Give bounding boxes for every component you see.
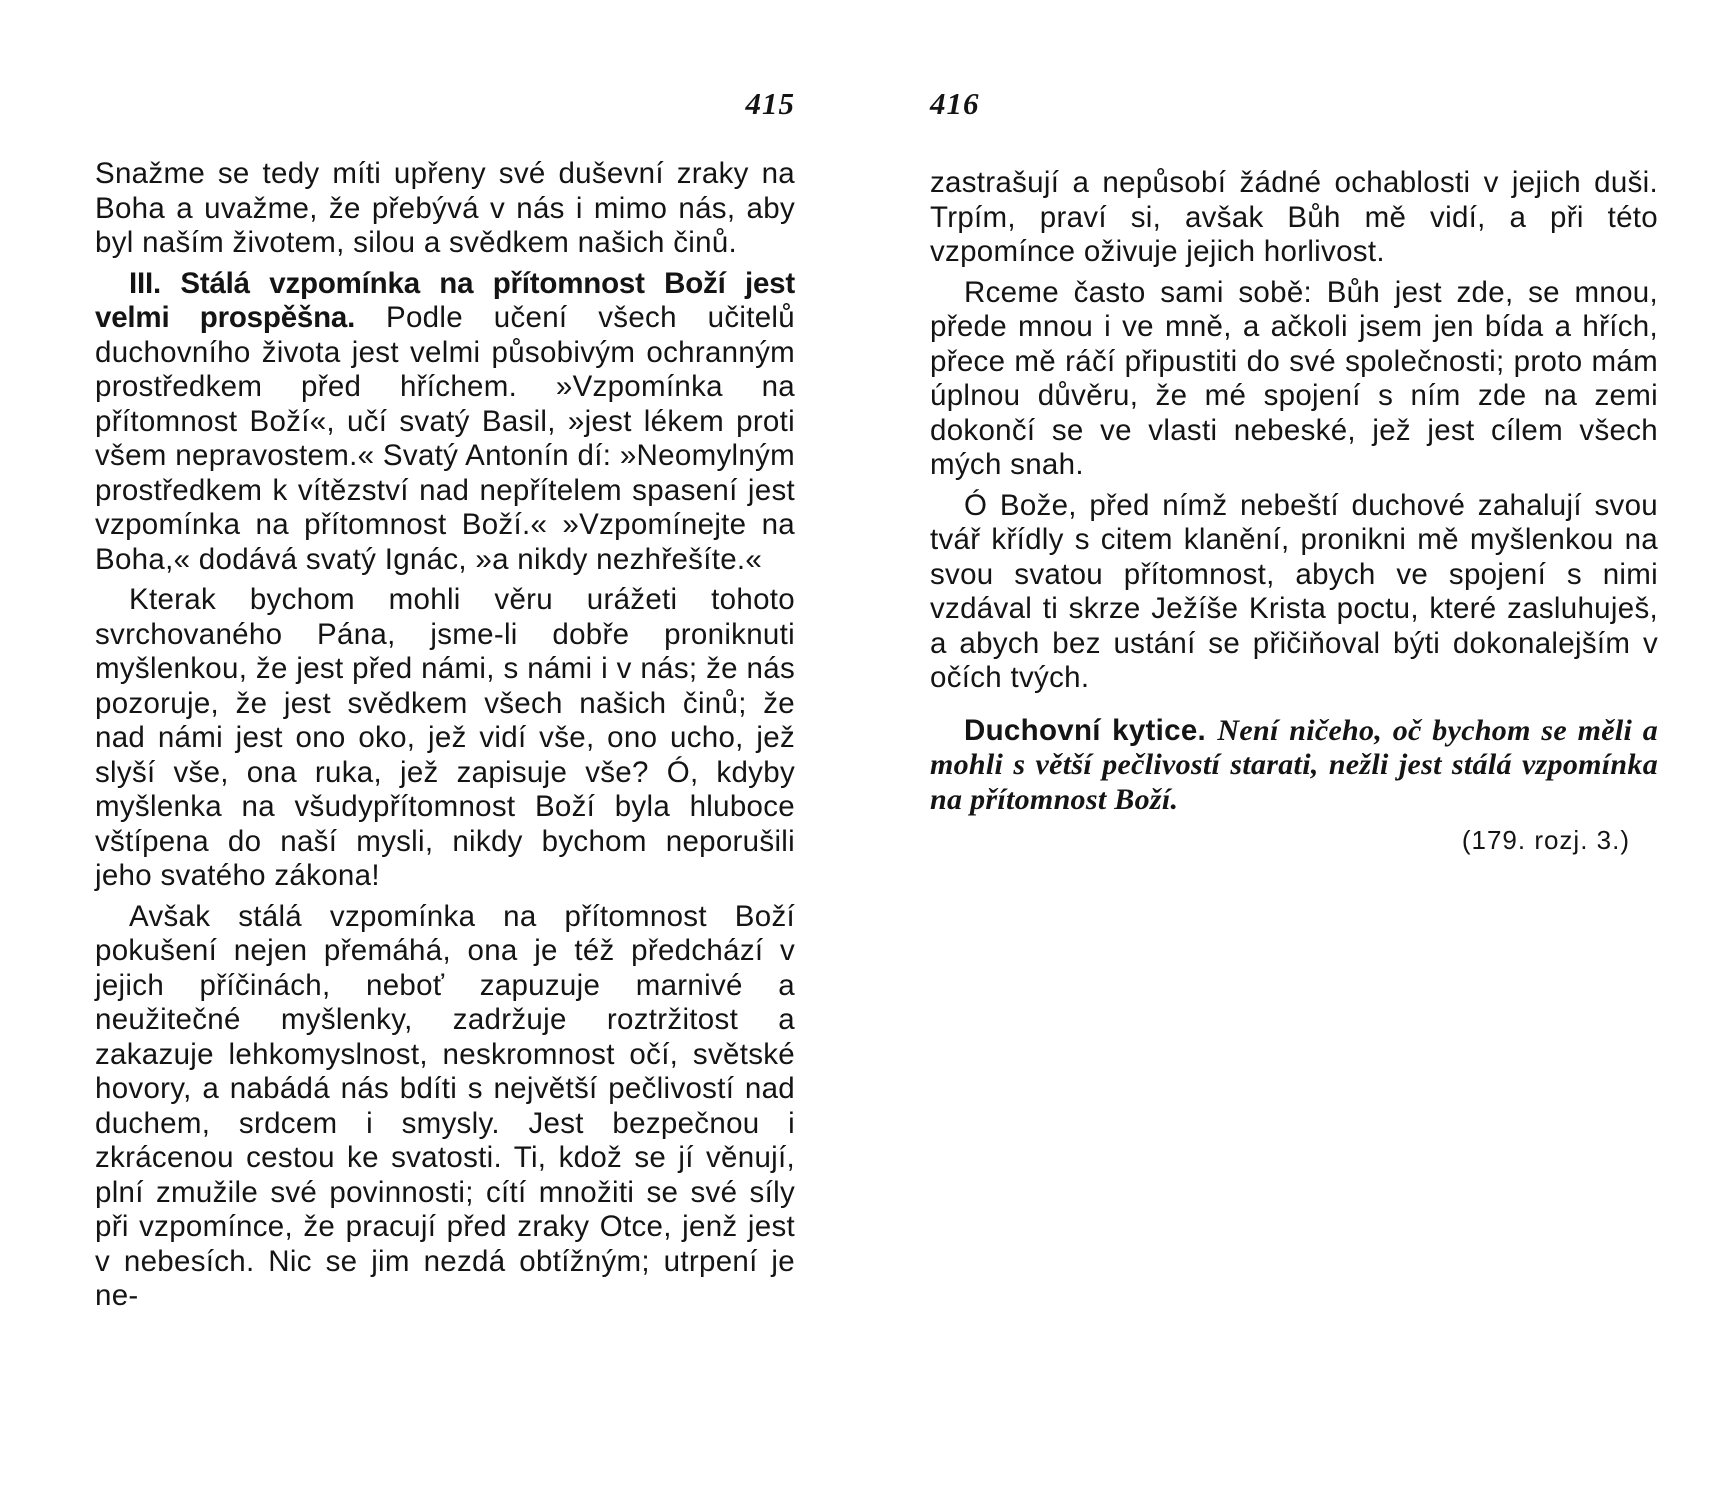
paragraph: Snažme se tedy míti upřeny své duševní zraky na Boha a uvažme, že přebývá v nás i mimo nás, aby byl naším životem, silou a svědkem našich činů. (95, 157, 795, 259)
paragraph-with-heading (95, 267, 795, 578)
page-number-right: 416 (930, 86, 980, 121)
paragraph: Kterak bychom mohli věru urážeti tohoto svrchovaného Pána, jsme-li dobře proniknuti myšlenkou, že jest před námi, s námi i v nás; že nás pozoruje, že jest svědkem všech našich činů; že nad námi jest ono oko, jež vidí vše, ono ucho, jež slyší vše, ona ruka, jež zapisuje vše? Ó, kdyby myšlenka na všudypřítomnost Boží byla hluboce vštípena do naší mysli, nikdy bychom neporušili jeho svatého zákona! (95, 583, 795, 892)
paragraph: Ó Bože, před nímž nebeští duchové zahalují svou tvář křídly s citem klanění, pronikni mě myšlenkou na svou svatou přítomnost, abych ve spojení s nimi vzdával ti skrze Ježíše Krista poctu, které zasluhuješ, a abych bez ustání se přičiňoval býti dokonalejším v očích tvých. (930, 488, 1658, 694)
paragraph: Rceme často sami sobě: Bůh jest zde, se mnou, přede mnou i ve mně, a ačkoli jsem jen bída a hřích, přece mě ráčí připustiti do své společnosti; proto mám úplnou důvěru, že mé spojení s ním zde na zemi dokončí se ve vlasti nebeské, jež jest cílem všech mých snah. (930, 275, 1658, 481)
paragraph-text: Podle učení všech učitelů duchovního života jest velmi působivým ochranným prostředkem před hříchem. »Vzpomínka na přítomnost Boží«, učí svatý Basil, »jest lékem proti všem nepravostem.« Svatý Antonín dí: »Neomylným prostředkem k vítězství nad nepřítelem spasení jest vzpomínka na přítomnost Boží.« »Vzpomínejte na Boha,« dodává svatý Ignác, »a nikdy nezhřešíte.« (95, 301, 795, 576)
page-number-left: 415 (745, 86, 795, 121)
left-page-text (95, 157, 795, 1320)
spiritual-bouquet (930, 714, 1658, 818)
right-page-text (930, 166, 1658, 858)
bouquet-label: Duchovní kytice. (964, 713, 1207, 747)
citation: (179. rozj. 3.) (1461, 825, 1630, 855)
section-heading: III. Stálá vzpomínka na přítomnost Boží jest velmi prospěšna. (95, 266, 795, 334)
paragraph: zastrašují a nepůsobí žádné ochablosti v jejich duši. Trpím, praví si, avšak Bůh mě vidí, a při této vzpomínce oživuje jejich horlivost. (930, 166, 1658, 268)
bouquet-text: Není ničeho, oč bychom se měli a mohli s větší pečlivostí starati, nežli jest stálá vzpomínka na přítomnost Boží. (930, 713, 1659, 816)
paragraph: Avšak stálá vzpomínka na přítomnost Boží pokušení nejen přemáhá, ona je též předchází v jejich příčinách, neboť zapuzuje marnivé a neužitečné myšlenky, zadržuje roztržitost a zakazuje lehkomyslnost, neskromnost očí, světské hovory, a nabádá nás bdíti s největší pečlivostí nad duchem, srdcem i smysly. Jest bezpečnou i zkrácenou cestou ke svatosti. Ti, kdož se jí věnují, plní zmužile své povinnosti; cítí množiti se své síly při vzpomínce, že pracují před zraky Otce, jenž jest v nebesích. Nic se jim nezdá obtížným; utrpení je ne- (95, 899, 795, 1312)
